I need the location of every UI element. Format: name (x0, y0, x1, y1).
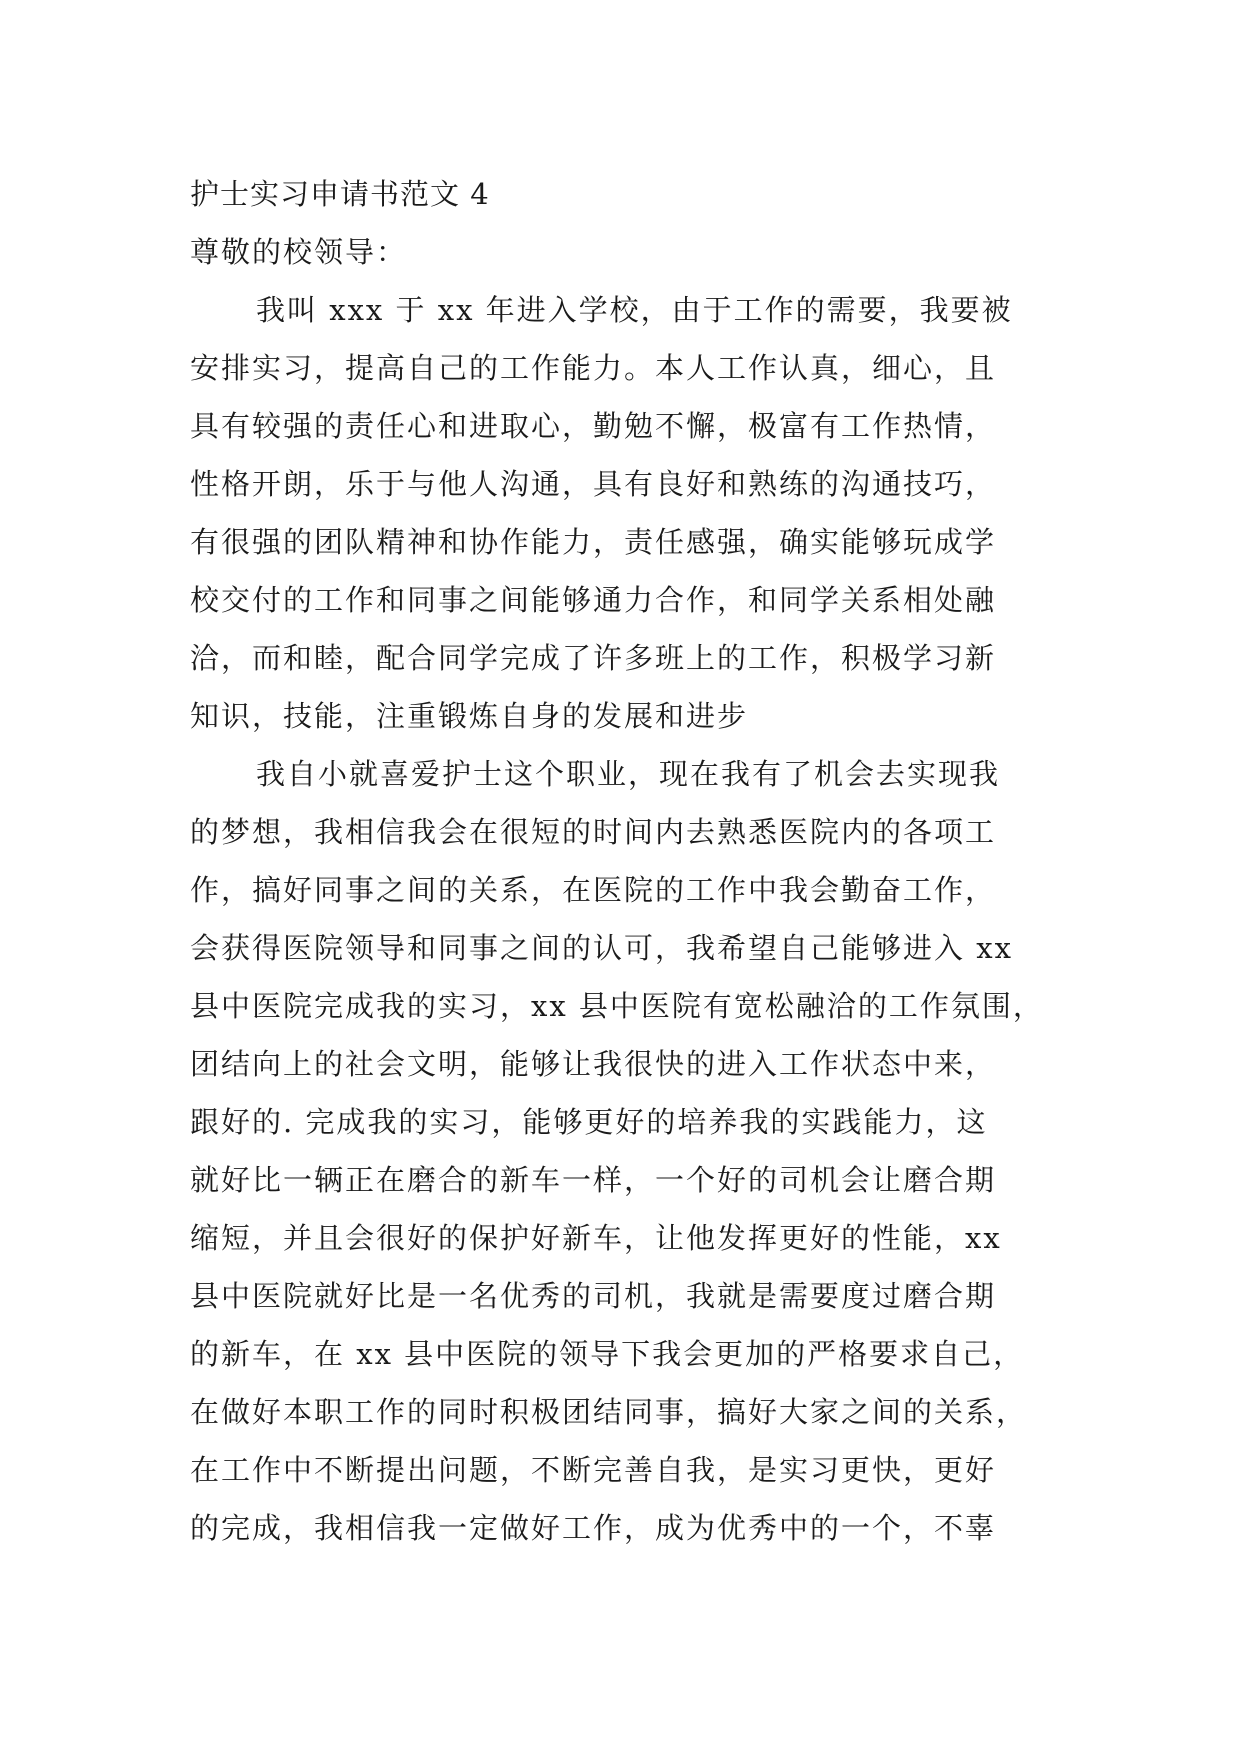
paragraph-line: 校交付的工作和同事之间能够通力合作，和同学关系相处融 (190, 583, 997, 617)
paragraph-line: 缩短，并且会很好的保护好新车，让他发挥更好的性能，xx (190, 1221, 1002, 1255)
paragraph-line: 我叫 xxx 于 xx 年进入学校，由于工作的需要，我要被 (256, 293, 1013, 327)
paragraph-line: 的新车，在 xx 县中医院的领导下我会更加的严格要求自己， (190, 1337, 1025, 1371)
paragraph-line: 就好比一辆正在磨合的新车一样，一个好的司机会让磨合期 (190, 1163, 997, 1197)
paragraph-line: 洽，而和睦，配合同学完成了许多班上的工作，积极学习新 (190, 641, 997, 675)
paragraph-line: 县中医院就好比是一名优秀的司机，我就是需要度过磨合期 (190, 1279, 997, 1313)
document-body (190, 165, 1050, 1557)
paragraph-line: 性格开朗，乐于与他人沟通，具有良好和熟练的沟通技巧， (190, 467, 997, 501)
paragraph-line: 团结向上的社会文明，能够让我很快的进入工作状态中来， (190, 1047, 997, 1081)
paragraph-line: 知识，技能，注重锻炼自身的发展和进步 (190, 699, 749, 733)
document-title: 护士实习申请书范文 4 (190, 177, 490, 211)
paragraph-line: 会获得医院领导和同事之间的认可，我希望自己能够进入 xx (190, 931, 1013, 965)
paragraph-line: 跟好的. 完成我的实习，能够更好的培养我的实践能力，这 (190, 1105, 988, 1139)
paragraph-line: 有很强的团队精神和协作能力，责任感强，确实能够玩成学 (190, 525, 997, 559)
paragraph-2 (190, 745, 1050, 1557)
paragraph-line: 的完成，我相信我一定做好工作，成为优秀中的一个，不辜 (190, 1511, 997, 1545)
salutation: 尊敬的校领导： (190, 235, 408, 269)
paragraph-1 (190, 281, 1050, 745)
paragraph-line: 我自小就喜爱护士这个职业，现在我有了机会去实现我 (256, 757, 1001, 791)
paragraph-line: 的梦想，我相信我会在很短的时间内去熟悉医院内的各项工 (190, 815, 997, 849)
paragraph-line: 在做好本职工作的同时积极团结同事，搞好大家之间的关系， (190, 1395, 1028, 1429)
paragraph-line: 在工作中不断提出问题，不断完善自我，是实习更快，更好 (190, 1453, 997, 1487)
paragraph-line: 安排实习，提高自己的工作能力。本人工作认真，细心，且 (190, 351, 997, 385)
paragraph-line: 县中医院完成我的实习，xx 县中医院有宽松融洽的工作氛围， (190, 989, 1044, 1023)
paragraph-line: 具有较强的责任心和进取心，勤勉不懈，极富有工作热情， (190, 409, 997, 443)
paragraph-line: 作，搞好同事之间的关系，在医院的工作中我会勤奋工作， (190, 873, 997, 907)
